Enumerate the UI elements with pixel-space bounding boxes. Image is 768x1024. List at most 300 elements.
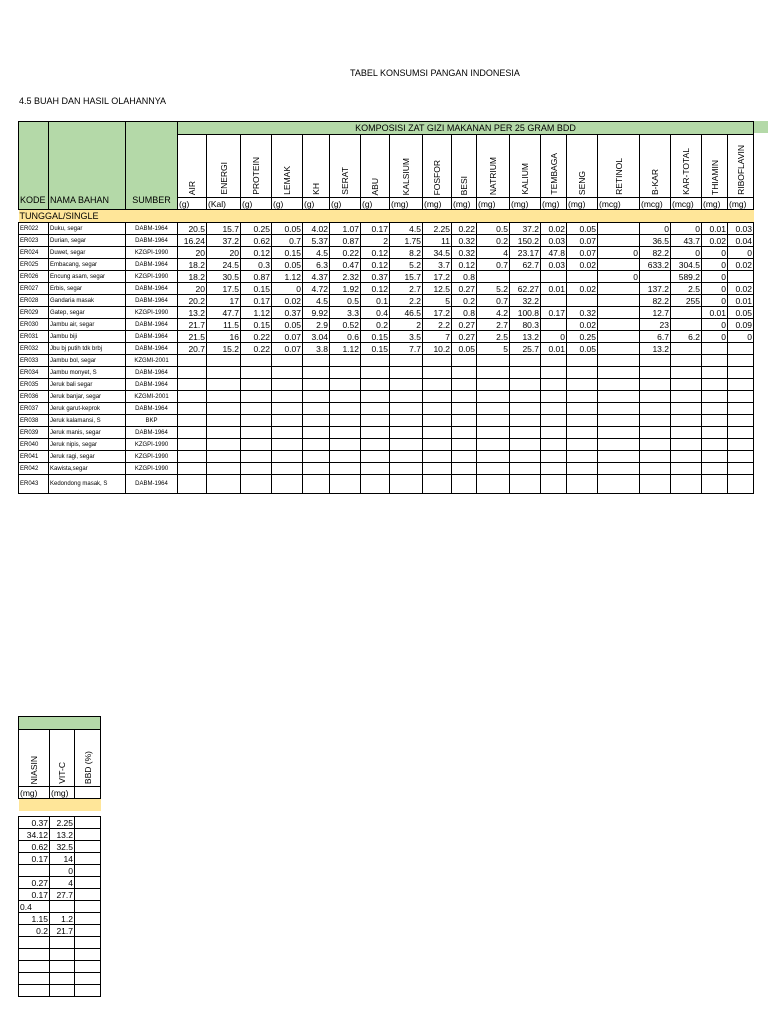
value-cell	[541, 415, 567, 427]
unit-cell: (g)	[241, 198, 272, 210]
value-cell: 0	[671, 223, 702, 235]
value-cell	[728, 475, 754, 494]
kode-cell: ER041	[19, 451, 49, 463]
value-cell	[452, 355, 477, 367]
nutrient-name: FOSFOR	[432, 159, 442, 195]
value-cell: 11	[423, 235, 452, 247]
sumber-cell: KZGPI-1990	[126, 247, 178, 259]
value-cell: 0.01	[728, 295, 754, 307]
nutrient-header	[567, 135, 598, 198]
value-cell	[178, 475, 207, 494]
nutrient-header	[640, 135, 671, 198]
value-cell: 4.5	[303, 247, 330, 259]
value-cell	[272, 415, 303, 427]
value-cell	[19, 985, 50, 997]
value-cell: 37.2	[207, 235, 241, 247]
value-cell: 2	[361, 235, 390, 247]
nama-bahan-cell: Erbis, segar	[49, 283, 126, 295]
value-cell	[272, 379, 303, 391]
value-cell	[510, 403, 541, 415]
value-cell: 0	[541, 331, 567, 343]
value-cell	[423, 427, 452, 439]
value-cell	[477, 439, 510, 451]
value-cell: 3.8	[303, 343, 330, 355]
unit-cell: (g)	[303, 198, 330, 210]
table-row	[19, 901, 101, 913]
nama-bahan-cell: Jeruk banjar, segar	[49, 391, 126, 403]
nutrient-name: PROTEIN	[251, 157, 261, 195]
value-cell: 0.22	[241, 343, 272, 355]
nama-bahan-cell: Duku, segar	[49, 223, 126, 235]
value-cell	[640, 403, 671, 415]
value-cell: 15.7	[390, 271, 423, 283]
value-cell	[541, 475, 567, 494]
value-cell	[303, 463, 330, 475]
table-row	[19, 865, 101, 877]
value-cell: 32.5	[50, 841, 75, 853]
value-cell	[272, 355, 303, 367]
value-cell: 0	[50, 865, 75, 877]
value-cell	[19, 961, 50, 973]
value-cell: 0.17	[19, 853, 50, 865]
nutrient-name: KAR-TOTAL	[681, 148, 691, 195]
value-cell	[330, 451, 361, 463]
value-cell: 0.2	[477, 235, 510, 247]
value-cell	[567, 415, 598, 427]
nutrient-header	[330, 135, 361, 198]
value-cell: 0.01	[541, 343, 567, 355]
value-cell	[75, 901, 101, 913]
value-cell	[50, 901, 75, 913]
value-cell: 0.47	[330, 259, 361, 271]
value-cell	[207, 403, 241, 415]
value-cell	[671, 355, 702, 367]
unit-cell	[75, 787, 101, 799]
value-cell: 46.5	[390, 307, 423, 319]
value-cell: 18.2	[178, 271, 207, 283]
value-cell	[728, 403, 754, 415]
value-cell	[303, 403, 330, 415]
table-row	[19, 283, 754, 295]
value-cell: 0.15	[272, 247, 303, 259]
table-row	[19, 877, 101, 889]
value-cell: 0.22	[330, 247, 361, 259]
value-cell	[390, 355, 423, 367]
value-cell: 0	[702, 295, 728, 307]
nutrient-header	[178, 135, 207, 198]
value-cell: 17.2	[423, 271, 452, 283]
value-cell	[640, 355, 671, 367]
table-row	[19, 331, 754, 343]
kode-cell: ER040	[19, 439, 49, 451]
value-cell: 0.17	[19, 889, 50, 901]
sumber-cell: DABM-1964	[126, 283, 178, 295]
value-cell	[390, 391, 423, 403]
sumber-header: SUMBER	[126, 122, 178, 210]
value-cell: 0.32	[452, 235, 477, 247]
value-cell: 0.07	[567, 235, 598, 247]
sumber-cell: DABM-1964	[126, 475, 178, 494]
value-cell: 23.17	[510, 247, 541, 259]
value-cell	[510, 463, 541, 475]
sumber-cell: DABM-1964	[126, 379, 178, 391]
value-cell: 2.25	[50, 817, 75, 829]
value-cell: 0.05	[452, 343, 477, 355]
value-cell: 0.2	[452, 295, 477, 307]
value-cell: 0.12	[361, 283, 390, 295]
value-cell	[452, 379, 477, 391]
nutrient-header	[423, 135, 452, 198]
kode-cell: ER039	[19, 427, 49, 439]
kode-cell: ER026	[19, 271, 49, 283]
value-cell: 17	[207, 295, 241, 307]
nutrient-name: ENERGI	[218, 162, 229, 195]
kode-cell: ER027	[19, 283, 49, 295]
value-cell: 0.02	[567, 283, 598, 295]
table-row	[19, 319, 754, 331]
value-cell: 0.07	[272, 343, 303, 355]
value-cell	[50, 973, 75, 985]
value-cell	[598, 451, 640, 463]
table-row	[19, 355, 754, 367]
value-cell	[671, 343, 702, 355]
value-cell	[178, 463, 207, 475]
sumber-cell: DABM-1964	[126, 223, 178, 235]
unit-cell: (mg)	[541, 198, 567, 210]
value-cell	[423, 463, 452, 475]
value-cell	[567, 295, 598, 307]
nutrient-name: AIR	[187, 180, 197, 195]
value-cell: 25.7	[510, 343, 541, 355]
value-cell: 0.02	[567, 319, 598, 331]
nama-bahan-cell: Jeruk nipis, segar	[49, 439, 126, 451]
second-col-header	[19, 730, 50, 787]
value-cell	[541, 451, 567, 463]
nutrient-name: THIAMIN	[709, 160, 720, 195]
value-cell	[272, 439, 303, 451]
value-cell	[702, 367, 728, 379]
value-cell: 34.5	[423, 247, 452, 259]
value-cell	[241, 403, 272, 415]
value-cell	[477, 475, 510, 494]
value-cell: 0	[702, 319, 728, 331]
value-cell	[423, 391, 452, 403]
kode-cell: ER035	[19, 379, 49, 391]
value-cell	[272, 451, 303, 463]
value-cell	[361, 391, 390, 403]
value-cell: 0.01	[541, 283, 567, 295]
value-cell: 1.92	[330, 283, 361, 295]
nutrient-name: KALSIUM	[401, 157, 411, 195]
second-col-name: VIT-C	[57, 762, 67, 784]
value-cell	[728, 391, 754, 403]
value-cell: 7.7	[390, 343, 423, 355]
value-cell: 80.3	[510, 319, 541, 331]
value-cell	[75, 961, 101, 973]
value-cell	[452, 415, 477, 427]
value-cell: 20	[178, 247, 207, 259]
value-cell	[178, 403, 207, 415]
value-cell	[671, 367, 702, 379]
value-cell	[272, 475, 303, 494]
value-cell	[75, 925, 101, 937]
value-cell: 2.2	[423, 319, 452, 331]
value-cell	[272, 403, 303, 415]
value-cell: 5.2	[390, 259, 423, 271]
section-label: TUNGGAL/SINGLE	[19, 210, 754, 223]
value-cell	[477, 463, 510, 475]
value-cell	[178, 391, 207, 403]
table-row	[19, 271, 754, 283]
value-cell	[567, 355, 598, 367]
value-cell: 0.02	[702, 235, 728, 247]
value-cell	[598, 283, 640, 295]
sumber-cell: DABM-1964	[126, 427, 178, 439]
value-cell: 0	[671, 247, 702, 259]
table-row	[19, 379, 754, 391]
value-cell	[671, 463, 702, 475]
value-cell: 0.07	[567, 247, 598, 259]
value-cell: 5	[477, 343, 510, 355]
second-section-row	[19, 799, 101, 811]
value-cell: 0.8	[452, 271, 477, 283]
value-cell: 0.12	[241, 247, 272, 259]
nama-bahan-cell: Gatep, segar	[49, 307, 126, 319]
value-cell	[702, 475, 728, 494]
value-cell: 16.24	[178, 235, 207, 247]
nutrient-name: KH	[311, 183, 321, 195]
nama-bahan-cell: Jeruk bali segar	[49, 379, 126, 391]
value-cell: 0.2	[361, 319, 390, 331]
table-row	[19, 427, 754, 439]
nutrient-header	[361, 135, 390, 198]
section-band	[19, 799, 101, 811]
value-cell	[330, 475, 361, 494]
value-cell	[272, 427, 303, 439]
value-cell	[303, 439, 330, 451]
value-cell	[178, 415, 207, 427]
value-cell	[640, 463, 671, 475]
nama-bahan-cell: Jambu monyet, S	[49, 367, 126, 379]
value-cell	[390, 451, 423, 463]
value-cell	[567, 391, 598, 403]
value-cell	[207, 427, 241, 439]
value-cell: 0.27	[452, 283, 477, 295]
nama-bahan-cell: Duwet, segar	[49, 247, 126, 259]
value-cell: 62.27	[510, 283, 541, 295]
value-cell: 34.12	[19, 829, 50, 841]
value-cell	[640, 367, 671, 379]
value-cell: 3.04	[303, 331, 330, 343]
sumber-cell: KZGPI-1990	[126, 463, 178, 475]
value-cell	[241, 463, 272, 475]
value-cell	[178, 379, 207, 391]
second-header-green	[19, 717, 101, 730]
sumber-cell: DABM-1964	[126, 319, 178, 331]
value-cell	[671, 415, 702, 427]
value-cell	[728, 367, 754, 379]
value-cell	[303, 451, 330, 463]
nama-bahan-cell: Jambu bol, segar	[49, 355, 126, 367]
nama-bahan-cell: Jeruk kalamansi, S	[49, 415, 126, 427]
value-cell	[178, 355, 207, 367]
value-cell	[207, 439, 241, 451]
value-cell	[640, 439, 671, 451]
unit-cell: (mcg)	[671, 198, 702, 210]
unit-cell: (mg)	[728, 198, 754, 210]
value-cell: 0	[702, 331, 728, 343]
value-cell: 0.37	[361, 271, 390, 283]
value-cell: 0.4	[361, 307, 390, 319]
value-cell: 0.22	[241, 331, 272, 343]
sumber-cell: KZGPI-1990	[126, 271, 178, 283]
value-cell	[702, 355, 728, 367]
value-cell	[361, 475, 390, 494]
value-cell	[423, 379, 452, 391]
value-cell	[423, 415, 452, 427]
value-cell: 2.7	[390, 283, 423, 295]
value-cell: 2.9	[303, 319, 330, 331]
value-cell: 0.02	[728, 283, 754, 295]
value-cell	[567, 451, 598, 463]
value-cell: 0.27	[452, 331, 477, 343]
value-cell	[423, 367, 452, 379]
table-row	[19, 949, 101, 961]
value-cell	[702, 451, 728, 463]
value-cell	[477, 427, 510, 439]
value-cell	[477, 415, 510, 427]
value-cell	[452, 439, 477, 451]
value-cell: 0.09	[728, 319, 754, 331]
table-row	[19, 343, 754, 355]
table-row	[19, 223, 754, 235]
value-cell	[303, 427, 330, 439]
value-cell	[361, 439, 390, 451]
unit-cell: (mg)	[19, 787, 50, 799]
value-cell	[390, 403, 423, 415]
value-cell	[75, 973, 101, 985]
value-cell	[423, 403, 452, 415]
value-cell	[207, 415, 241, 427]
value-cell: 5.37	[303, 235, 330, 247]
value-cell	[423, 439, 452, 451]
table-row	[19, 391, 754, 403]
nama-bahan-cell: Jambu biji	[49, 331, 126, 343]
value-cell	[330, 415, 361, 427]
value-cell: 13.2	[640, 343, 671, 355]
second-col-name: BBD (%)	[82, 750, 93, 784]
value-cell: 0.17	[361, 223, 390, 235]
value-cell	[728, 427, 754, 439]
kode-cell: ER034	[19, 367, 49, 379]
value-cell	[75, 889, 101, 901]
value-cell	[671, 403, 702, 415]
nutrient-name: B-KAR	[650, 169, 660, 195]
value-cell: 27.7	[50, 889, 75, 901]
value-cell: 4.5	[390, 223, 423, 235]
value-cell	[390, 475, 423, 494]
value-cell	[728, 343, 754, 355]
value-cell: 2.2	[390, 295, 423, 307]
value-cell: 0	[728, 331, 754, 343]
value-cell: 0.17	[541, 307, 567, 319]
sumber-cell: KZGPI-1990	[126, 451, 178, 463]
value-cell: 15.7	[207, 223, 241, 235]
second-col-header	[50, 730, 75, 787]
value-cell	[50, 937, 75, 949]
value-cell	[541, 367, 567, 379]
value-cell	[598, 259, 640, 271]
value-cell: 0.02	[567, 259, 598, 271]
nama-bahan-cell: Kedondong masak, S	[49, 475, 126, 494]
value-cell	[541, 295, 567, 307]
value-cell	[361, 367, 390, 379]
value-cell: 0.5	[477, 223, 510, 235]
value-cell: 0.15	[241, 319, 272, 331]
value-cell	[598, 367, 640, 379]
value-cell	[510, 391, 541, 403]
value-cell	[728, 271, 754, 283]
value-cell	[567, 463, 598, 475]
value-cell: 4	[50, 877, 75, 889]
nutrient-name: ABU	[370, 177, 380, 195]
value-cell	[541, 319, 567, 331]
table-row	[19, 295, 754, 307]
value-cell	[598, 235, 640, 247]
value-cell	[567, 367, 598, 379]
value-cell	[390, 415, 423, 427]
value-cell	[207, 379, 241, 391]
value-cell	[567, 271, 598, 283]
nutrient-name: TEMBAGA	[548, 153, 559, 195]
value-cell	[598, 427, 640, 439]
value-cell: 255	[671, 295, 702, 307]
value-cell	[361, 463, 390, 475]
value-cell: 0	[702, 271, 728, 283]
table-row	[19, 841, 101, 853]
value-cell	[541, 463, 567, 475]
value-cell	[272, 391, 303, 403]
value-cell	[330, 427, 361, 439]
value-cell	[598, 403, 640, 415]
value-cell: 0.03	[728, 223, 754, 235]
value-cell	[452, 475, 477, 494]
value-cell	[671, 391, 702, 403]
value-cell: 13.2	[50, 829, 75, 841]
value-cell	[671, 451, 702, 463]
value-cell	[702, 403, 728, 415]
table-row	[19, 307, 754, 319]
value-cell: 3.7	[423, 259, 452, 271]
value-cell: 20	[178, 283, 207, 295]
value-cell: 0.12	[361, 259, 390, 271]
value-cell	[423, 451, 452, 463]
kode-cell: ER042	[19, 463, 49, 475]
nama-bahan-cell: Gandaria masak	[49, 295, 126, 307]
value-cell	[598, 319, 640, 331]
value-cell	[178, 427, 207, 439]
sumber-cell: KZGPI-1990	[126, 439, 178, 451]
value-cell: 0	[640, 223, 671, 235]
value-cell: 0.25	[567, 331, 598, 343]
value-cell: 304.5	[671, 259, 702, 271]
value-cell: 43.7	[671, 235, 702, 247]
value-cell: 0.12	[452, 259, 477, 271]
value-cell	[598, 463, 640, 475]
value-cell: 0.7	[477, 259, 510, 271]
value-cell: 21.7	[178, 319, 207, 331]
nama-bahan-header: NAMA BAHAN	[49, 122, 126, 210]
